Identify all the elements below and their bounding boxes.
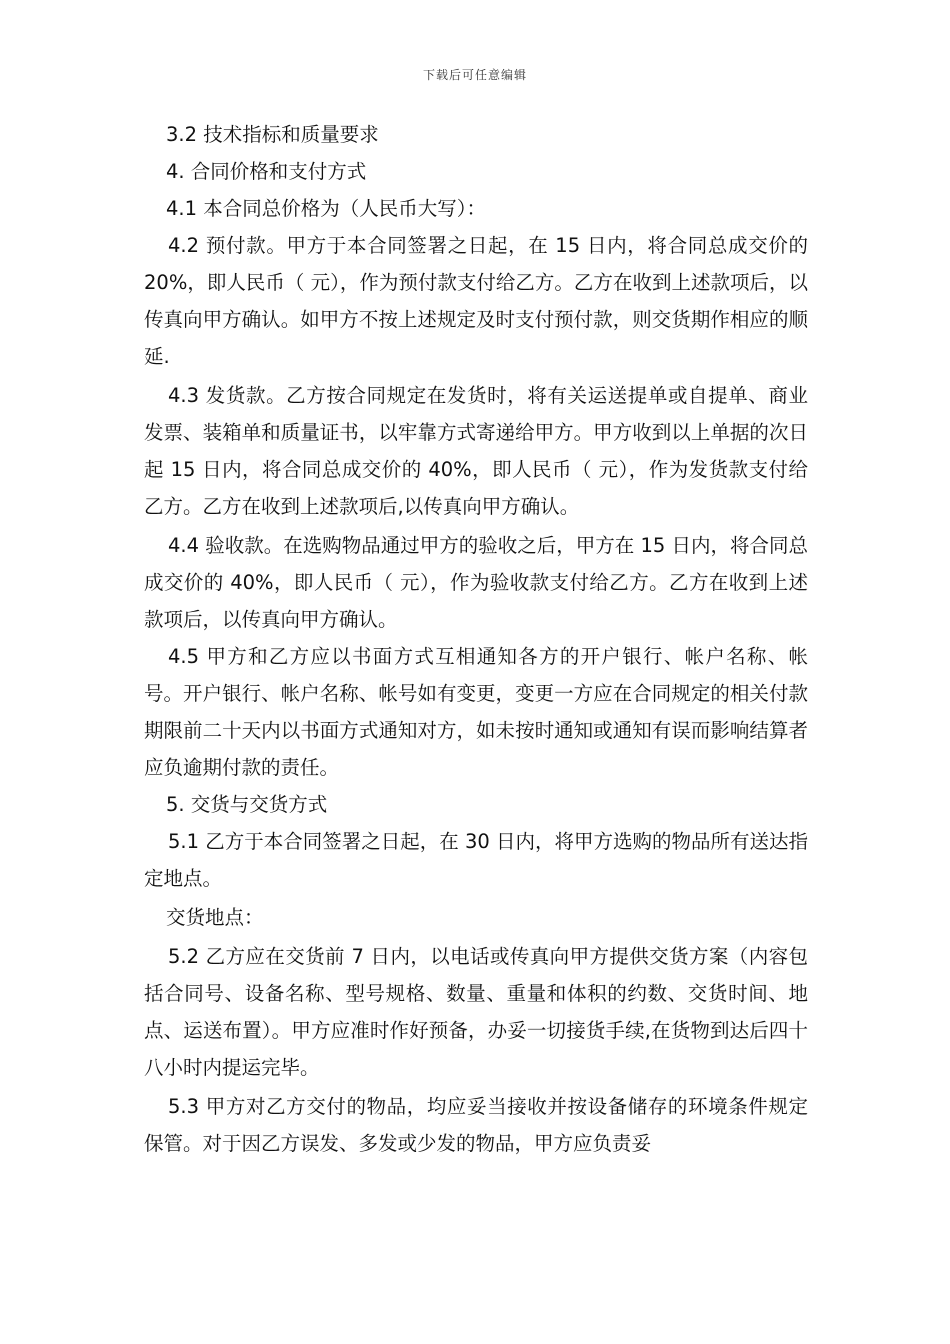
document-body bbox=[144, 116, 808, 1162]
clause-5-1: 5.1 乙方于本合同签署之日起，在 30 日内，将甲方选购的物品所有送达指定地点。 bbox=[144, 830, 808, 890]
clause-5-2: 5.2 乙方应在交货前 7 日内，以电话或传真向甲方提供交货方案（内容包括合同号、设备名称、型号规格、数量、重量和体积的约数、交货时间、地点、运送布置）。甲方应准时作好预备，办妥一切接货手续,在货物到达后四十八小时内提运完毕。 bbox=[144, 945, 808, 1079]
delivery-location-label: 交货地点： bbox=[166, 906, 264, 929]
heading-3-2: 3.2 技术指标和质量要求 bbox=[166, 123, 379, 146]
clause-4-4: 4.4 验收款。在选购物品通过甲方的验收之后，甲方在 15 日内，将合同总成交价的 40%，即人民币（ 元），作为验收款支付给乙方。乙方在收到上述款项后，以传真向甲方确认。 bbox=[144, 534, 808, 631]
heading-5: 5. 交货与交货方式 bbox=[166, 793, 328, 816]
clause-5-3: 5.3 甲方对乙方交付的物品，均应妥当接收并按设备储存的环境条件规定保管。对于因乙方误发、多发或少发的物品，甲方应负责妥 bbox=[144, 1095, 808, 1155]
clause-4-3: 4.3 发货款。乙方按合同规定在发货时，将有关运送提单或自提单、商业发票、装箱单和质量证书，以牢靠方式寄递给甲方。甲方收到以上单据的次日起 15 日内，将合同总成交价的 40%，即人民币（ 元），作为发货款支付给乙方。乙方在收到上述款项后,以传真向甲方确认。 bbox=[144, 384, 808, 518]
clause-4-1: 4.1 本合同总价格为（人民币大写）： bbox=[166, 197, 486, 220]
clause-4-2: 4.2 预付款。甲方于本合同签署之日起，在 15 日内，将合同总成交价的 20%，即人民币（ 元），作为预付款支付给乙方。乙方在收到上述款项后，以传真向甲方确认。如甲方不按上述规定及时支付预付款，则交货期作相应的顺延. bbox=[144, 234, 808, 368]
heading-4: 4. 合同价格和支付方式 bbox=[166, 160, 367, 183]
page-header: 下载后可任意编辑 bbox=[422, 68, 527, 82]
clause-4-5: 4.5 甲方和乙方应以书面方式互相通知各方的开户银行、帐户名称、帐号。开户银行、帐户名称、帐号如有变更，变更一方应在合同规定的相关付款期限前二十天内以书面方式通知对方，如未按时通知或通知有误而影响结算者应负逾期付款的责任。 bbox=[144, 645, 808, 779]
